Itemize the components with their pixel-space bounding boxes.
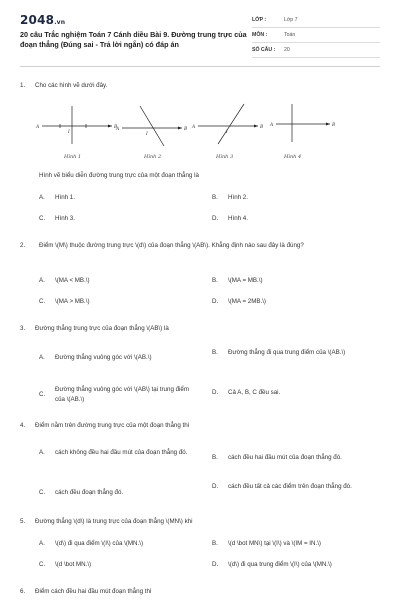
option-letter: C. — [39, 391, 46, 398]
q5-option-b[interactable] — [212, 539, 393, 549]
option-text: Hình 4. — [228, 215, 248, 222]
option-letter: B. — [212, 454, 218, 461]
option-letter: C. — [39, 561, 46, 568]
question-number: 6. — [20, 588, 26, 595]
q2-option-d[interactable] — [212, 297, 378, 307]
question-text: Điểm nằm trên đường trung trực của một đoạn thẳng thì — [35, 422, 190, 429]
q5-option-a[interactable] — [39, 539, 205, 549]
logo-suffix: .vn — [54, 19, 66, 26]
label-i: I — [226, 130, 228, 135]
page-header — [0, 0, 400, 62]
label-a: A — [270, 123, 274, 128]
option-letter: B. — [212, 277, 218, 284]
site-logo[interactable] — [20, 13, 65, 27]
meta-row-count — [252, 43, 380, 58]
question-5 — [20, 516, 192, 527]
option-text: cách đều hai đầu mút của đoạn thẳng đó. — [228, 454, 342, 461]
option-letter: A. — [39, 540, 45, 547]
option-letter: B. — [212, 540, 218, 547]
q1-option-a[interactable] — [39, 193, 205, 203]
q5-option-d[interactable] — [212, 560, 393, 570]
question-text: Điểm \(M\) thuộc đường trung trực \(d\) của đoạn thẳng \(AB\). Khẳng định nào sau đây là đúng? — [39, 242, 304, 249]
document-title: 20 câu Trắc nghiệm Toán 7 Cánh diều Bài 9. Đường trung trực của đoạn thẳng (Đúng sai - Trả lời ngắn) có đáp án — [20, 30, 247, 49]
option-text: Cả A, B, C đều sai. — [228, 389, 281, 396]
header-divider — [20, 66, 380, 67]
question-number: 3. — [20, 325, 26, 332]
meta-key: LỚP : — [252, 17, 267, 23]
question-text: Điểm cách đều hai đầu mút đoạn thẳng thì — [35, 588, 152, 595]
option-letter: D. — [212, 483, 219, 490]
option-text: cách đều tất cả các điểm trên đoạn thẳng đó. — [228, 483, 352, 490]
option-letter: A. — [39, 194, 45, 201]
label-b: B — [114, 125, 118, 130]
meta-table — [252, 13, 380, 58]
label-b: B — [260, 125, 264, 130]
label-a: A — [192, 125, 196, 130]
caption-hinh-3: Hình 3 — [216, 154, 234, 160]
question-text: Đường thẳng trung trực của đoạn thẳng \(AB\) là — [35, 325, 169, 332]
option-text: cách đều đoạn thẳng đó. — [55, 489, 124, 496]
option-letter: D. — [212, 561, 219, 568]
option-text: \(d\) đi qua điểm \(I\) của \(MN.\) — [55, 540, 144, 547]
option-letter: A. — [39, 277, 45, 284]
question-1 — [20, 80, 107, 91]
q1-option-c[interactable] — [39, 214, 205, 224]
q4-option-b[interactable] — [212, 453, 393, 463]
label-i: I — [146, 132, 148, 137]
caption-hinh-4: Hình 4 — [284, 154, 302, 160]
figure-diagrams — [30, 100, 350, 162]
meta-value: Lớp 7 — [284, 17, 298, 23]
question-number: 2. — [20, 242, 26, 249]
caption-hinh-2: Hình 2 — [144, 154, 162, 160]
question-text: Đường thẳng \(d\) là trung trực của đoạn thẳng \(MN\) khi — [35, 518, 193, 525]
option-text: Hình 3. — [55, 215, 75, 222]
q3-option-b[interactable] — [212, 348, 378, 358]
option-text: Hình 1. — [55, 194, 75, 201]
label-b: B — [332, 123, 336, 128]
option-text: \(MA = 2MB.\) — [228, 298, 266, 305]
q1-option-b[interactable] — [212, 193, 378, 203]
option-text: Đường thẳng vuông góc với \(AB\) tại trung điểm của \(AB.\) — [55, 386, 190, 403]
q4-option-a[interactable] — [39, 448, 200, 458]
option-text: cách không đều hai đầu mút của đoạn thẳng đó. — [55, 449, 188, 456]
q2-option-b[interactable] — [212, 276, 378, 286]
question-6 — [20, 586, 152, 597]
q2-option-c[interactable] — [39, 297, 205, 307]
q4-option-c[interactable] — [39, 488, 205, 498]
q1-option-d[interactable] — [212, 214, 378, 224]
line-2 — [140, 106, 164, 146]
label-i: I — [68, 130, 70, 135]
question-3 — [20, 323, 169, 334]
question-number: 5. — [20, 518, 26, 525]
label-b: B — [184, 127, 188, 132]
q3-option-a[interactable] — [39, 353, 205, 363]
option-text: \(d\) đi qua trung điểm \(I\) của \(MN.\) — [228, 561, 332, 568]
meta-value: 20 — [284, 47, 290, 53]
logo-main: 2048 — [20, 13, 55, 27]
label-a: A — [116, 127, 120, 132]
option-letter: B. — [212, 349, 218, 356]
q4-option-d[interactable] — [212, 482, 393, 492]
option-text: \(MA = MB.\) — [228, 277, 263, 284]
meta-value: Toán — [284, 32, 296, 38]
q2-option-a[interactable] — [39, 276, 205, 286]
meta-key: SỐ CÂU : — [252, 47, 276, 53]
question-number: 1. — [20, 82, 26, 89]
q5-option-c[interactable] — [39, 560, 205, 570]
option-letter: A. — [39, 354, 45, 361]
option-text: Hình 2. — [228, 194, 248, 201]
q3-option-d[interactable] — [212, 388, 378, 398]
option-letter: C. — [39, 215, 46, 222]
option-letter: D. — [212, 215, 219, 222]
option-text: Đường thẳng đi qua trung điểm của \(AB.\) — [228, 349, 346, 356]
label-a: A — [36, 125, 40, 130]
option-text: \(MA > MB.\) — [55, 298, 90, 305]
meta-key: MÔN : — [252, 32, 268, 38]
question-4 — [20, 420, 189, 431]
meta-row-subject — [252, 28, 380, 43]
option-text: \(d \bot MN\) tại \(I\) và \(IM = IN.\) — [228, 540, 321, 547]
question-text: Cho các hình vẽ dưới đây. — [35, 82, 108, 89]
option-letter: D. — [212, 298, 219, 305]
option-text: \(MA < MB.\) — [55, 277, 90, 284]
question-number: 4. — [20, 422, 26, 429]
question-1-subtext: Hình vẽ biểu diễn đường trung trực của một đoạn thẳng là — [39, 172, 199, 179]
option-text: \(d \bot MN.\) — [55, 561, 92, 568]
caption-hinh-1: Hình 1 — [64, 154, 82, 160]
option-letter: C. — [39, 489, 46, 496]
meta-row-class — [252, 13, 380, 28]
option-letter: C. — [39, 298, 46, 305]
option-text: Đường thẳng vuông góc với \(AB.\) — [55, 354, 152, 361]
option-letter: D. — [212, 389, 219, 396]
question-2 — [20, 240, 380, 251]
line-3 — [218, 104, 244, 144]
q3-option-c[interactable] — [39, 385, 200, 405]
option-letter: B. — [212, 194, 218, 201]
option-letter: A. — [39, 449, 45, 456]
